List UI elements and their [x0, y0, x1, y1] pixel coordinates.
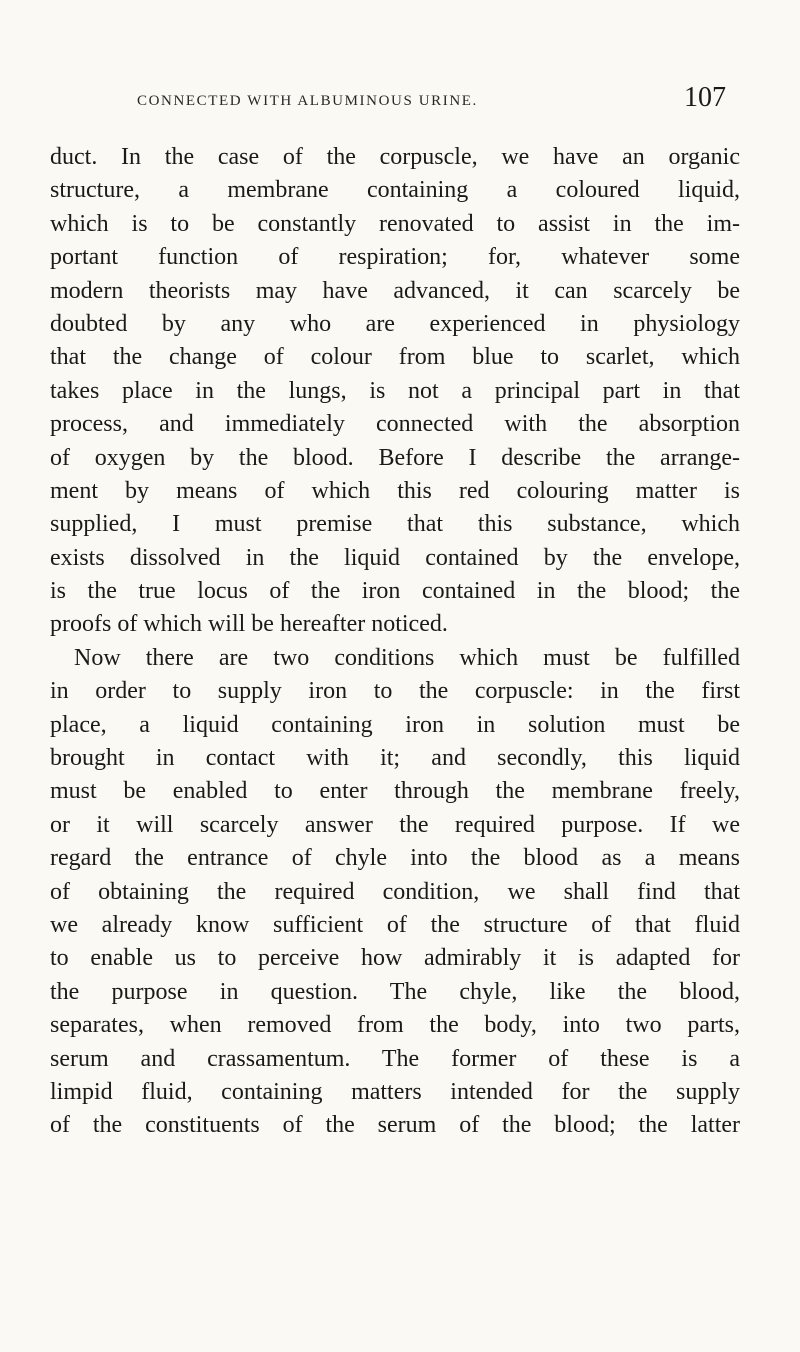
- running-title: CONNECTED WITH ALBUMINOUS URINE.: [137, 93, 478, 109]
- text-line: process, and immediately connected with the absorption: [50, 411, 740, 438]
- text-line: is the true locus of the iron contained in the blood; the: [50, 578, 740, 605]
- text-line: of the constituents of the serum of the blood; the latter: [50, 1112, 740, 1139]
- text-line: modern theorists may have advanced, it can scarcely be: [50, 277, 740, 304]
- text-line: the purpose in question. The chyle, like the blood,: [50, 978, 740, 1005]
- text-line: of obtaining the required condition, we shall find that: [50, 878, 740, 905]
- text-line: separates, when removed from the body, into two parts,: [50, 1012, 740, 1039]
- text-line: exists dissolved in the liquid contained by the envelope,: [50, 544, 740, 571]
- text-line: place, a liquid containing iron in solution must be: [50, 711, 740, 738]
- text-line: ment by means of which this red colouring matter is: [50, 477, 740, 504]
- text-line: limpid fluid, containing matters intended for the supply: [50, 1078, 740, 1105]
- text-line: portant function of respiration; for, whatever some: [50, 244, 740, 271]
- text-line: supplied, I must premise that this substance, which: [50, 511, 740, 538]
- text-line: must be enabled to enter through the membrane freely,: [50, 778, 740, 805]
- text-line: duct. In the case of the corpuscle, we have an organic: [50, 144, 740, 170]
- text-line: which is to be constantly renovated to assist in the im-: [50, 210, 740, 237]
- text-line: that the change of colour from blue to scarlet, which: [50, 344, 740, 371]
- page-number: 107: [684, 82, 726, 113]
- text-line: serum and crassamentum. The former of these is a: [50, 1045, 740, 1072]
- text-line: or it will scarcely answer the required purpose. If we: [50, 811, 740, 838]
- paragraph-start-line: Now there are two conditions which must be fulfilled: [74, 644, 740, 671]
- text-line: regard the entrance of chyle into the blood as a means: [50, 845, 740, 872]
- text-line: doubted by any who are experienced in physiology: [50, 310, 740, 337]
- text-line: of oxygen by the blood. Before I describe the arrange-: [50, 444, 740, 471]
- text-line: we already know sufficient of the structure of that fluid: [50, 911, 740, 938]
- running-head: [50, 82, 740, 125]
- text-line: brought in contact with it; and secondly, this liquid: [50, 745, 740, 772]
- text-line: proofs of which will be hereafter noticed.: [50, 611, 448, 638]
- text-line: to enable us to perceive how admirably it is adapted for: [50, 945, 740, 972]
- body-text: [50, 141, 740, 1143]
- text-line: in order to supply iron to the corpuscle: in the first: [50, 678, 740, 705]
- text-line: takes place in the lungs, is not a principal part in that: [50, 377, 740, 404]
- text-line: structure, a membrane containing a coloured liquid,: [50, 177, 740, 204]
